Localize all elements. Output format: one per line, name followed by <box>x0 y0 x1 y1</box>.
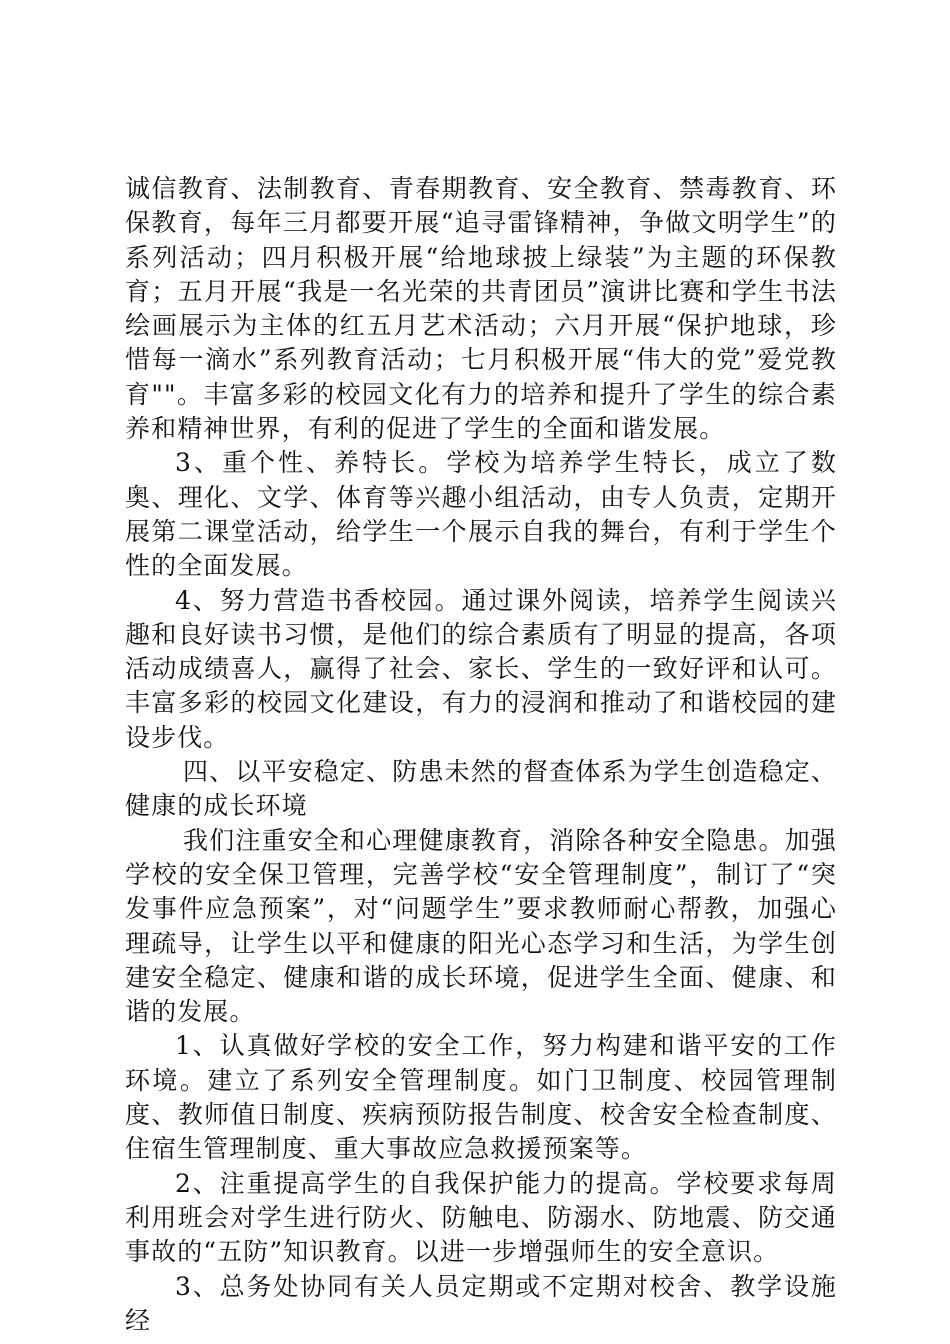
paragraph-self-protection: 2、注重提高学生的自我保护能力的提高。学校要求每周利用班会对学生进行防火、防触电、防溺水、防地震、防交通事故的“五防”知识教育。以进一步增强师生的安全意识。 <box>125 1168 837 1267</box>
section-heading-safety-system: 四、以平安稳定、防患未然的督查体系为学生创造稳定、健康的成长环境 <box>125 757 837 821</box>
paragraph-scholarly-campus: 4、努力营造书香校园。通过课外阅读，培养学生阅读兴趣和良好读书习惯，是他们的综合素质有了明显的提高，各项活动成绩喜人，赢得了社会、家长、学生的一致好评和认可。丰富多彩的校园文化建设，有力的浸润和推动了和谐校园的建设步伐。 <box>125 585 837 752</box>
paragraph-individuality-talents: 3、重个性、养特长。学校为培养学生特长，成立了数奥、理化、文学、体育等兴趣小组活动，由专人负责，定期开展第二课堂活动，给学生一个展示自我的舞台，有利于学生个性的全面发展。 <box>125 448 837 581</box>
paragraph-safety-work: 1、认真做好学校的安全工作，努力构建和谐平安的工作环境。建立了系列安全管理制度。如门卫制度、校园管理制度、教师值日制度、疾病预防报告制度、校舍安全检查制度、住宿生管理制度、重大事故应急救援预案等。 <box>125 1031 837 1164</box>
paragraph-campus-culture-activities: 诚信教育、法制教育、青春期教育、安全教育、禁毒教育、环保教育，每年三月都要开展“追寻雷锋精神，争做文明学生”的系列活动；四月积极开展“给地球披上绿装”为主题的环保教育；五月开展“我是一名光荣的共青团员”演讲比赛和学生书法绘画展示为主体的红五月艺术活动；六月开展“保护地球，珍惜每一滴水”系列教育活动；七月积极开展“伟大的党”爱党教育""。丰富多彩的校园文化有力的培养和提升了学生的综合素养和精神世界，有利的促进了学生的全面和谐发展。 <box>125 174 837 444</box>
paragraph-safety-mental-health: 我们注重安全和心理健康教育，消除各种安全隐患。加强学校的安全保卫管理，完善学校“安全管理制度”，制订了“突发事件应急预案”，对“问题学生”要求教师耐心帮教，加强心理疏导，让学生以平和健康的阳光心态学习和生活，为学生创建安全稳定、健康和谐的成长环境，促进学生全面、健康、和谐的发展。 <box>125 825 837 1027</box>
document-body <box>125 172 837 1338</box>
paragraph-general-affairs-inspection: 3、总务处协同有关人员定期或不定期对校舍、教学设施经 <box>125 1271 837 1335</box>
